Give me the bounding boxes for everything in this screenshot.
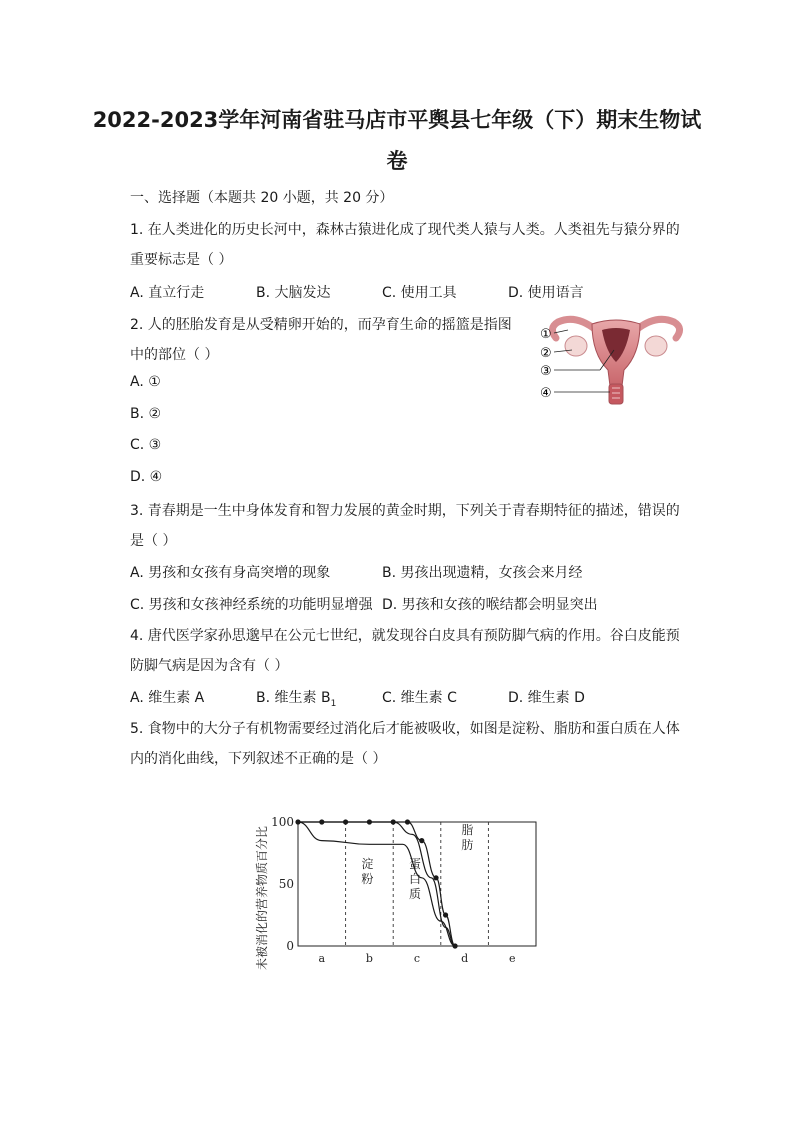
q5-line2: 内的消化曲线，下列叙述不正确的是（ ） (130, 751, 387, 767)
q3-line1: 3. 青春期是一生中身体发育和智力发展的黄金时期，下列关于青春期特征的描述，错误的 (130, 503, 680, 519)
q3-option-a: A. 男孩和女孩有身高突增的现象 (130, 565, 331, 581)
series-marker-脂肪 (343, 819, 348, 824)
series-marker-脂肪 (433, 875, 438, 880)
q1-line1: 1. 在人类进化的历史长河中，森林古猿进化成了现代类人猿与人类。人类祖先与猿分界的 (130, 222, 680, 238)
q4-option-b-text: B. 维生素 B (256, 690, 331, 706)
series-marker-脂肪 (443, 912, 448, 917)
digestion-curve-chart (252, 798, 542, 978)
q4-line1: 4. 唐代医学家孙思邈早在公元七世纪，就发现谷白皮具有预防脚气病的作用。谷白皮能预 (130, 628, 680, 644)
q2-line1: 2. 人的胚胎发育是从受精卵开始的，而孕育生命的摇篮是指图 (130, 317, 512, 333)
uterus-diagram (536, 308, 696, 406)
q1-option-d: D. 使用语言 (508, 285, 584, 301)
chart-text-group (254, 815, 515, 970)
label-4: ④ (540, 386, 552, 401)
q1-option-c: C. 使用工具 (382, 285, 457, 301)
q1-option-a: A. 直立行走 (130, 285, 205, 301)
series-label-淀粉: 粉 (361, 872, 374, 886)
series-label-蛋白质: 白 (408, 872, 422, 886)
q3-line2: 是（ ） (130, 533, 177, 549)
page-title-line2: 卷 (386, 149, 408, 173)
y-tick-label: 100 (271, 815, 294, 829)
label-3: ③ (540, 364, 552, 379)
y-tick-label: 0 (286, 939, 294, 953)
series-marker-脂肪 (391, 819, 396, 824)
q1-line2: 重要标志是（ ） (130, 252, 233, 268)
q4-option-b-subscript: 1 (330, 698, 337, 709)
q1-option-b: B. 大脑发达 (256, 285, 331, 301)
x-category-label: e (508, 952, 516, 965)
q2-option-b: B. ② (130, 406, 162, 422)
q2-line2: 中的部位（ ） (130, 347, 219, 363)
x-category-label: c (413, 952, 421, 965)
section-heading: 一、选择题（本题共 20 小题，共 20 分） (130, 190, 394, 206)
series-marker-脂肪 (367, 819, 372, 824)
label-2: ② (540, 346, 552, 361)
q4-option-b (256, 687, 336, 709)
series-marker-脂肪 (405, 819, 410, 824)
q2-option-a: A. ① (130, 374, 161, 390)
q3-option-b: B. 男孩出现遗精，女孩会来月经 (382, 565, 583, 581)
q4-option-d: D. 维生素 D (508, 690, 585, 706)
series-label-淀粉: 淀 (361, 857, 374, 871)
x-category-label: b (365, 952, 373, 965)
series-line-淀粉 (298, 822, 455, 946)
series-label-蛋白质: 蛋 (408, 857, 422, 871)
series-marker-脂肪 (419, 838, 424, 843)
series-label-脂肪: 脂 (461, 823, 474, 837)
series-label-蛋白质: 质 (408, 887, 422, 901)
series-marker-脂肪 (452, 943, 457, 948)
q3-option-c: C. 男孩和女孩神经系统的功能明显增强 (130, 597, 373, 613)
series-marker-脂肪 (295, 819, 300, 824)
q2-option-d: D. ④ (130, 469, 163, 485)
series-label-脂肪: 肪 (461, 838, 474, 852)
chart-series-group (295, 819, 457, 948)
q5-line1: 5. 食物中的大分子有机物需要经过消化后才能被吸收，如图是淀粉、脂肪和蛋白质在人体 (130, 721, 680, 737)
q4-option-a: A. 维生素 A (130, 690, 205, 706)
x-category-label: d (461, 952, 469, 965)
y-axis-label: 未被消化的营养物质百分比 (255, 825, 269, 970)
q3-option-d: D. 男孩和女孩的喉结都会明显突出 (382, 597, 598, 613)
page-title-line1: 2022-2023学年河南省驻马店市平舆县七年级（下）期末生物试 (92, 108, 702, 132)
label-1: ① (540, 327, 552, 342)
series-marker-脂肪 (319, 819, 324, 824)
x-category-label: a (318, 952, 326, 965)
q2-option-c: C. ③ (130, 437, 162, 453)
q4-line2: 防脚气病是因为含有（ ） (130, 658, 289, 674)
q4-option-c: C. 维生素 C (382, 690, 457, 706)
y-tick-label: 50 (278, 877, 294, 891)
